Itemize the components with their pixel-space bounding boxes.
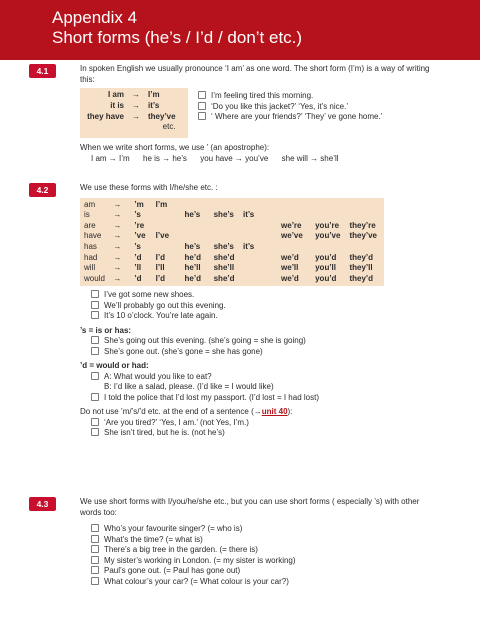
checkbox-icon [91,336,99,344]
table-cell: is [84,210,90,220]
table-cell: it’s [242,241,255,251]
example: I told the police that I’d lost my passport. (I’d lost = I had lost) [91,393,465,404]
checkbox-icon [91,393,99,401]
table-cell: she’ll [213,263,235,273]
section-badge: 4.1 [29,64,56,78]
intro-text: We use short forms with I/you/he/she etc., but you can use short forms ( especially ’s) with other [80,497,420,506]
example: I’m feeling tired this morning. [198,91,383,102]
table-cell: has [84,241,97,251]
table-cell: I’m [155,199,168,209]
table-cell: ’d [134,252,142,262]
table-cell [315,242,349,253]
table-cell: ’ve [134,231,146,241]
table-cell: ’m [134,199,144,209]
example: ‘Are you tired?’ ‘Yes, I am.’ (not Yes, I’m.) [91,418,465,429]
checkbox-icon [91,301,99,309]
checkbox-icon [198,102,206,110]
table-cell [315,210,349,221]
example-cont: B: I’d like a salad, please. (I’d like = I would like) [104,382,274,392]
table-row [84,252,384,263]
intro-text: We use these forms with I/he/she etc. : [80,183,218,192]
short-form: they’ve [148,111,176,121]
table-cell: → [113,273,122,283]
table-cell [214,221,243,232]
table-cell: we’re [281,220,302,230]
table-cell: are [84,220,96,230]
example: Who’s your favourite singer? (= who is) [91,524,465,535]
table-cell: have [84,231,102,241]
arrow: → [132,111,140,121]
table-cell: they’d [349,252,373,262]
apostrophe-note: When we write short forms, we use ’ (an apostrophe): [80,143,270,152]
unit-40-link[interactable]: unit 40 [261,407,288,417]
table-cell: ’ll [134,263,142,273]
full-form: they have [87,111,124,121]
checkbox-icon [91,290,99,298]
example: Paul’s gone out. (= Paul has gone out) [91,566,465,577]
table-cell [243,252,281,263]
table-row [84,221,384,232]
checkbox-icon [91,535,99,543]
checkbox-icon [91,311,99,319]
contraction-table-box [80,198,384,287]
table-cell: → [113,252,122,262]
appendix-subtitle: Short forms (he’s / I’d / don’t etc.) [52,28,303,47]
table-cell: will [84,263,96,273]
table-row [84,242,384,253]
page-header [0,0,480,60]
table-cell [243,263,281,274]
checkbox-icon [91,372,99,380]
table-cell: I’ve [155,231,170,241]
contraction-box [80,88,188,138]
contraction-table [84,200,384,285]
table-cell [156,210,185,221]
table-cell: we’ll [281,263,299,273]
table-cell: I’d [155,273,166,283]
table-cell: he’ll [184,263,201,273]
table-cell: they’d [349,273,373,283]
table-cell: → [113,199,122,209]
table-cell: she’s [213,210,234,220]
table-cell: we’ve [281,231,303,241]
table-row [84,263,384,274]
table-cell: I’d [155,252,166,262]
s-heading: ’s = is or has: [80,325,132,335]
appendix-title: Appendix 4 [52,8,138,27]
table-cell [315,200,349,211]
table-cell: you’ve [315,231,341,241]
d-heading: ’d = would or had: [80,361,149,371]
example: She isn’t tired, but he is. (not he’s) [91,428,465,439]
table-cell [349,200,384,211]
table-cell: they’re [349,220,376,230]
table-cell [243,221,281,232]
example: ‘ Where are your friends?’ ‘They’ ve gone home.’ [198,112,383,123]
section-badge: 4.3 [29,497,56,511]
example: There’s a big tree in the garden. (= there is) [91,545,465,556]
table-cell: he’d [184,252,201,262]
checkbox-icon [91,545,99,553]
table-cell: → [113,241,122,251]
table-cell: you’d [315,273,337,283]
table-row [84,274,384,285]
short-form: it’s [148,100,160,110]
table-cell: you’d [315,252,337,262]
table-cell: she’d [213,252,235,262]
table-cell [349,210,384,221]
table-cell: he’s [184,210,201,220]
table-cell: you’ll [315,263,336,273]
table-cell [243,231,281,242]
example: ‘Do you like this jacket?’ ‘Yes, it’s nice.’ [198,102,383,113]
table-cell: would [84,273,105,283]
table-cell: he’s [184,241,201,251]
full-form: I am [107,90,124,100]
table-cell: she’d [213,273,235,283]
table-cell: you’re [315,220,340,230]
table-cell [156,221,185,232]
checkbox-icon [91,347,99,355]
table-cell: ’re [134,220,145,230]
table-cell [185,231,214,242]
table-cell [349,242,384,253]
example: A: What would you like to eat? [91,372,465,383]
checkbox-icon [91,524,99,532]
example: We’ll probably go out this evening. [91,301,465,312]
table-cell: had [84,252,98,262]
example: It’s 10 o’clock. You’re late again. [91,311,465,322]
table-cell [243,274,281,285]
checkbox-icon [198,112,206,120]
arrow: → [132,100,140,110]
example: I’ve got some new shoes. [91,290,465,301]
example: She’s going out this evening. (she’s going = she is going) [91,336,465,347]
table-cell: it’s [242,210,255,220]
checkbox-icon [91,418,99,426]
table-cell [243,200,281,211]
table-cell: she’s [213,241,234,251]
arrow: → [132,90,140,99]
table-cell: → [113,263,122,273]
apostrophe-examples: I am → I’m he is → he’s you have → you’ve she will → she’ll [91,153,339,163]
table-row [84,231,384,242]
table-cell: they’ve [349,231,378,241]
end-note: Do not use ’m/’s/’d etc. at the end of a sentence (→unit 40): [80,407,293,417]
intro-text: In spoken English we usually pronounce ‘I am’ as one word. The short form (I’m) is a way of writing [80,64,430,73]
table-cell: they’ll [349,263,373,273]
table-cell: we’d [281,273,299,283]
table-cell: we’d [281,252,299,262]
checkbox-icon [198,91,206,99]
table-cell [185,200,214,211]
table-row [84,210,384,221]
table-cell [156,242,185,253]
checkbox-icon [91,566,99,574]
table-cell [281,242,315,253]
table-cell: → [113,210,122,220]
intro-text-cont: words too: [80,507,117,517]
etc-label: etc. [162,122,176,132]
full-form: it is [110,100,124,110]
intro-text-cont: this: [80,74,95,84]
table-cell: ’s [134,241,141,251]
example: She’s gone out. (she’s gone = she has gone) [91,347,465,358]
example: What colour’s your car? (= What colour is your car?) [91,577,465,588]
table-cell: ’d [134,273,142,283]
checkbox-icon [91,556,99,564]
short-form: I’m [148,90,160,100]
table-cell: he’d [184,273,201,283]
example: My sister’s working in London. (= my sister is working) [91,556,465,567]
table-cell [185,221,214,232]
table-cell: ’s [134,210,141,220]
table-cell [214,200,243,211]
table-cell: → [113,220,122,230]
table-cell [281,210,315,221]
table-cell [214,231,243,242]
checkbox-icon [91,428,99,436]
table-cell [281,200,315,211]
table-row [84,200,384,211]
table-cell: am [84,199,96,209]
section-badge: 4.2 [29,183,56,197]
table-cell: → [113,231,122,241]
table-cell: I’ll [155,263,165,273]
example: What’s the time? (= what is) [91,535,465,546]
checkbox-icon [91,577,99,585]
